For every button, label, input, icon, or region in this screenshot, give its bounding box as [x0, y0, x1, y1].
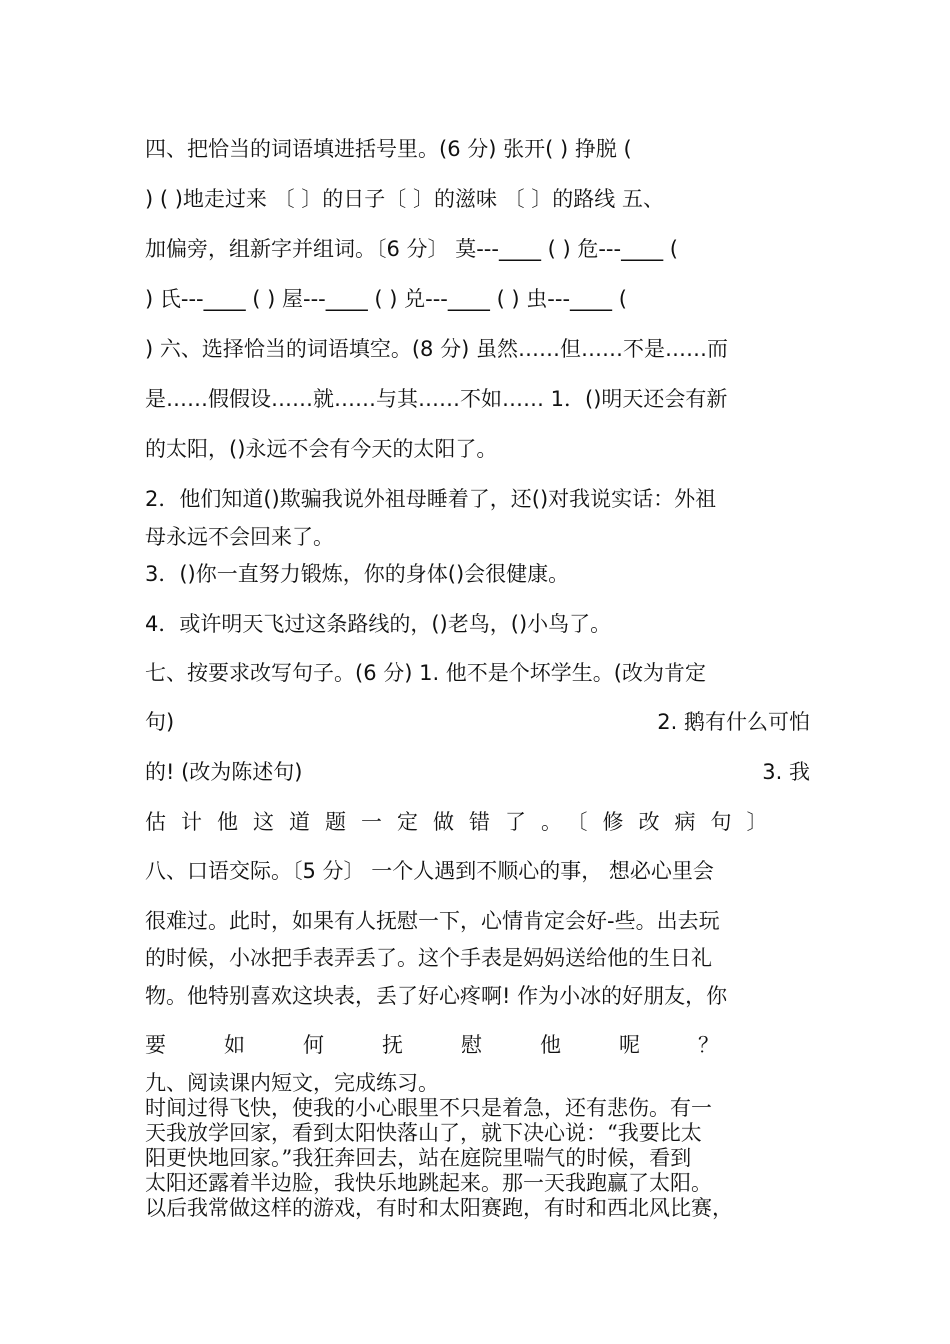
- text-line: 2．他们知道()欺骗我说外祖母睡着了，还()对我说实话：外祖: [145, 487, 717, 511]
- text-line: 加偏旁，组新字并组词。〔6 分〕 莫---____ ( ) 危---____ (: [145, 237, 678, 261]
- text-line: 的太阳，()永远不会有今天的太阳了。: [145, 437, 498, 461]
- passage-line: 天我放学回家，看到太阳快落山了，就下决心说：“我要比太: [145, 1121, 702, 1145]
- text-line: 句): [145, 710, 175, 734]
- passage-line: 以后我常做这样的游戏，有时和太阳赛跑，有时和西北风比赛，: [145, 1196, 733, 1220]
- passage-line: 阳更快地回家。”我狂奔回去，站在庭院里喘气的时候，看到: [145, 1146, 692, 1170]
- text-line: ) ( )地走过来 〔 〕的日子〔 〕的滋味 〔 〕的路线 五、: [145, 187, 664, 211]
- text-line: 4．或许明天飞过这条路线的，()老鸟，()小鸟了。: [145, 612, 612, 636]
- text-line: 七、按要求改写句子。(6 分) 1. 他不是个坏学生。(改为肯定: [145, 661, 706, 685]
- text-line: ) 氏---____ ( ) 屋---____ ( ) 兑---____ ( ) 虫---____ (: [145, 287, 627, 311]
- text-line: 四、把恰当的词语填进括号里。(6 分) 张开( ) 挣脱 (: [145, 137, 632, 161]
- text-line: 的时候，小冰把手表弄丢了。这个手表是妈妈送给他的生日礼: [145, 946, 712, 970]
- text-line: 母永远不会回来了。: [145, 525, 334, 549]
- text-line: 估计他这道题一定做错了。〔修改病句〕: [145, 810, 783, 834]
- text-line: 3．()你一直努力锻炼，你的身体()会很健康。: [145, 562, 570, 586]
- text-line: 是……假假设……就……与其……不如…… 1．()明天还会有新: [145, 387, 728, 411]
- text-line: 物。他特别喜欢这块表，丢了好心疼啊! 作为小冰的好朋友，你: [145, 984, 728, 1008]
- text-line-right: 3. 我: [762, 760, 810, 784]
- section-heading: 九、阅读课内短文，完成练习。: [145, 1071, 439, 1095]
- text-line: 的! (改为陈述句): [145, 760, 303, 784]
- text-line: 要如何抚慰他呢？: [145, 1033, 777, 1057]
- text-line: ) 六、选择恰当的词语填空。(8 分) 虽然……但……不是……而: [145, 337, 728, 361]
- text-line-right: 2. 鹅有什么可怕: [657, 710, 810, 734]
- text-line: 八、口语交际。〔5 分〕 一个人遇到不顺心的事， 想必心里会: [145, 859, 714, 883]
- text-line: 很难过。此时，如果有人抚慰一下，心情肯定会好-些。出去玩: [145, 909, 720, 933]
- passage-line: 时间过得飞快，使我的小心眼里不只是着急，还有悲伤。有一: [145, 1096, 712, 1120]
- passage-line: 太阳还露着半边脸，我快乐地跳起来。那一天我跑赢了太阳。: [145, 1171, 712, 1195]
